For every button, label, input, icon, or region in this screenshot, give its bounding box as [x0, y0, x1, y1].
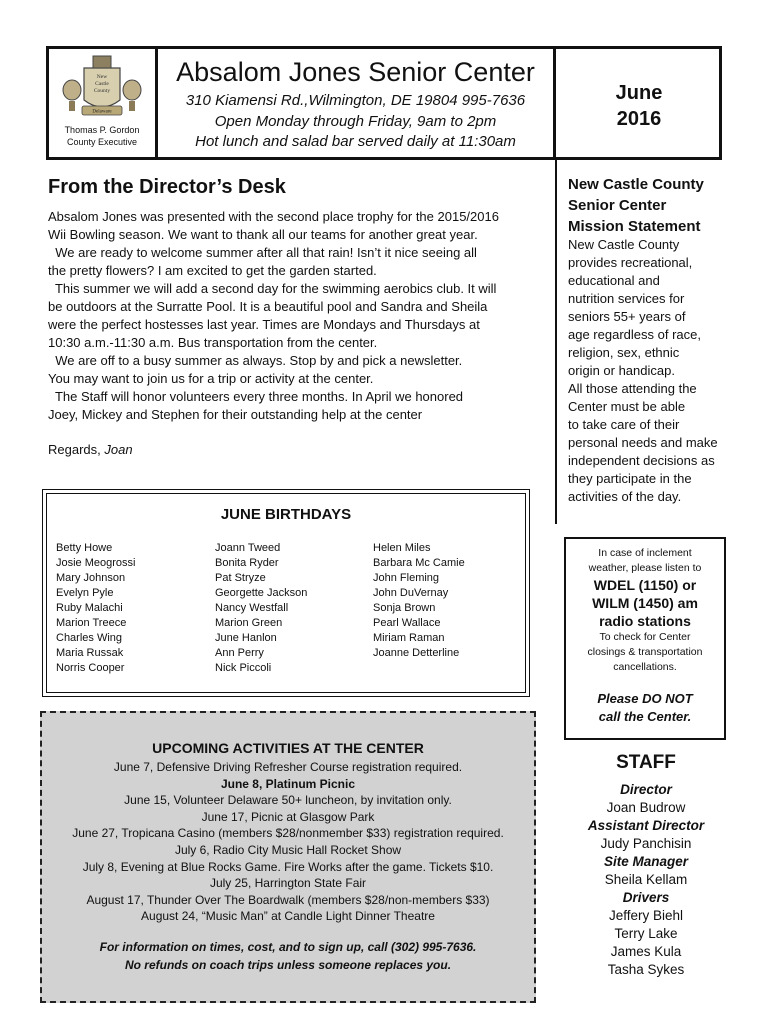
letter-line: We are off to a busy summer as always. Stop by and pick a newsletter. [48, 353, 463, 368]
activity-item: June 27, Tropicana Casino (members $28/nonmember $33) registration required. [72, 826, 504, 841]
letter-line: This summer we will add a second day for the swimming aerobics club. It will [48, 281, 497, 296]
staff-member: Sheila Kellam [604, 872, 688, 887]
staff-member: Jeffery Biehl [608, 908, 684, 923]
activity-item: June 7, Defensive Driving Refresher Course registration required. [113, 760, 463, 774]
birthday-name: John Fleming [373, 572, 440, 584]
birthday-name: John DuVernay [373, 587, 449, 599]
director-signature: Joan [104, 442, 133, 457]
letter-line: Wii Bowling season. We want to thank all our teams for another great year. [48, 227, 478, 242]
mission-line: educational and [568, 273, 660, 288]
mission-line: seniors 55+ years of [568, 309, 686, 324]
staff-role: Site Manager [603, 854, 689, 869]
mission-line: provides recreational, [568, 255, 693, 270]
county-executive [50, 124, 154, 148]
birthday-name: Pearl Wallace [373, 617, 441, 629]
birthday-name: Maria Russak [56, 647, 124, 659]
birthday-name: Ruby Malachi [56, 602, 123, 614]
birthday-name: Pat Stryze [215, 572, 266, 584]
warning-line: Please DO NOT [597, 691, 693, 706]
executive-title: County Executive [66, 137, 138, 147]
letter-line: 10:30 a.m.-11:30 a.m. Bus transportation from the center. [48, 335, 378, 350]
mission-line: nutrition services for [568, 291, 685, 306]
letter-line: The Staff will honor volunteers every three months. In April we honored [48, 389, 464, 404]
letter-line: were the perfect hostesses last year. Times are Mondays and Thursdays at [48, 317, 480, 332]
birthday-name: Joann Tweed [215, 542, 281, 554]
mission-line: activities of the day. [568, 489, 682, 504]
staff-member: James Kula [610, 944, 682, 959]
mission-title-line: Mission Statement [568, 218, 701, 235]
staff-member: Terry Lake [614, 926, 678, 941]
mission-line: personal needs and make [568, 435, 718, 450]
mission-line: religion, sex, ethnic [568, 345, 680, 360]
birthday-name: Miriam Raman [373, 632, 445, 644]
staff-member: Joan Budrow [606, 800, 686, 815]
birthday-name: Charles Wing [56, 632, 123, 644]
staff-role: Director [620, 782, 672, 797]
mission-title-line: Senior Center [568, 197, 667, 214]
mission-line: independent decisions as [568, 453, 715, 468]
seal-text: County [93, 88, 111, 94]
birthday-name: Helen Miles [373, 542, 431, 554]
station-line: WDEL (1150) or [593, 577, 697, 593]
activities-list [42, 759, 534, 925]
closings-line: To check for Center [599, 631, 691, 643]
letter-line: You may want to join us for a trip or activity at the center. [48, 371, 374, 386]
letter-line: be outdoors at the Surratte Pool. It is a beautiful pool and Sandra and Sheila [48, 299, 488, 314]
activity-item: July 25, Harrington State Fair [209, 876, 367, 891]
letter-line: Joey, Mickey and Stephen for their outstanding help at the center [48, 407, 423, 422]
birthdays-column-3 [373, 541, 465, 661]
mission-line: Center must be able [568, 399, 686, 414]
closings-line: cancellations. [613, 661, 677, 673]
birthday-name: Betty Howe [56, 542, 113, 554]
birthday-name: Nancy Westfall [215, 602, 289, 614]
mission-title-line: New Castle County [568, 176, 704, 193]
birthday-name: Sonja Brown [373, 602, 436, 614]
birthday-name: Ann Perry [215, 647, 264, 659]
letter-signoff [48, 442, 133, 457]
staff-role: Drivers [622, 890, 670, 905]
director-section-title: From the Director’s Desk [48, 176, 286, 198]
letter-line: Absalom Jones was presented with the second place trophy for the 2015/2016 [48, 209, 499, 224]
activity-item: June 17, Picnic at Glasgow Park [201, 809, 375, 824]
warning-line: call the Center. [598, 709, 692, 724]
birthday-name: Georgette Jackson [215, 587, 308, 599]
director-letter [48, 208, 538, 424]
activities-info: For information on times, cost, and to sign up, call (302) 995-7636. [99, 940, 477, 954]
radio-stations [568, 576, 722, 630]
activity-item: August 24, “Music Man” at Candle Light Dinner Theatre [141, 909, 435, 924]
column-divider [555, 160, 557, 524]
weather-intro [568, 546, 722, 576]
birthdays-column-1 [56, 541, 135, 676]
station-line: WILM (1450) am [592, 595, 698, 611]
do-not-call-warning [568, 690, 722, 726]
closings-line: closings & transportation [587, 646, 703, 658]
county-seal-logo [60, 54, 144, 120]
center-hours: Open Monday through Friday, 9am to 2pm [214, 113, 497, 130]
birthday-name: Bonita Ryder [215, 557, 279, 569]
issue-month: June [615, 82, 663, 104]
birthday-name: Norris Cooper [56, 662, 125, 674]
executive-name: Thomas P. Gordon [64, 125, 140, 135]
lunch-info: Hot lunch and salad bar served daily at 11:30am [195, 133, 516, 150]
activity-item: July 8, Evening at Blue Rocks Game. Fire Works after the game. Tickets $10. [82, 859, 494, 874]
seal-text: New [96, 74, 108, 80]
seal-text: Castle [95, 81, 109, 87]
center-name: Absalom Jones Senior Center [176, 57, 535, 87]
staff-role: Assistant Director [587, 818, 705, 833]
activity-item: June 8, Platinum Picnic [220, 776, 356, 791]
birthday-name: Mary Johnson [56, 572, 126, 584]
center-address: 310 Kiamensi Rd.,Wilmington, DE 19804 995-7636 [185, 92, 526, 109]
mission-line: All those attending the [568, 381, 697, 396]
birthday-name: Marion Green [215, 617, 283, 629]
issue-date [556, 80, 722, 132]
activity-item: June 15, Volunteer Delaware 50+ luncheon, by invitation only. [124, 793, 452, 808]
mission-title [568, 174, 736, 237]
staff-member: Judy Panchisin [600, 836, 692, 851]
activity-item: August 17, Thunder Over The Boardwalk (members $28/non-members $33) [86, 892, 490, 907]
birthday-name: June Hanlon [215, 632, 277, 644]
regards-text: Regards, [48, 442, 105, 457]
birthday-name: Evelyn Pyle [56, 587, 114, 599]
staff-title: STAFF [616, 752, 676, 773]
activity-item: July 6, Radio City Music Hall Rocket Show [174, 842, 402, 857]
letter-line: the pretty flowers? I am excited to get the garden started. [48, 263, 377, 278]
activities-title: UPCOMING ACTIVITIES AT THE CENTER [152, 740, 424, 756]
birthday-name: Joanne Detterline [373, 647, 460, 659]
birthday-name: Josie Meogrossi [56, 557, 136, 569]
station-line: radio stations [599, 613, 691, 629]
seal-text: Delaware [92, 109, 112, 115]
refund-policy: No refunds on coach trips unless someone replaces you. [124, 958, 452, 972]
weather-intro-line: In case of inclement [598, 547, 692, 559]
birthday-name: Marion Treece [56, 617, 127, 629]
mission-text [568, 236, 728, 506]
letter-line: We are ready to welcome summer after all that rain! Isn’t it nice seeing all [48, 245, 477, 260]
birthdays-title: JUNE BIRTHDAYS [220, 506, 352, 523]
mission-line: origin or handicap. [568, 363, 675, 378]
birthday-name: Nick Piccoli [215, 662, 272, 674]
mission-line: New Castle County [568, 237, 680, 252]
mission-line: age regardless of race, [568, 327, 701, 342]
mission-line: they participate in the [568, 471, 692, 486]
issue-year: 2016 [616, 108, 662, 130]
birthday-name: Barbara Mc Camie [373, 557, 465, 569]
mission-line: to take care of their [568, 417, 680, 432]
staff-member: Tasha Sykes [607, 962, 685, 977]
birthdays-column-2 [215, 541, 307, 676]
weather-intro-line: weather, please listen to [588, 562, 702, 574]
closings-info [568, 630, 722, 675]
